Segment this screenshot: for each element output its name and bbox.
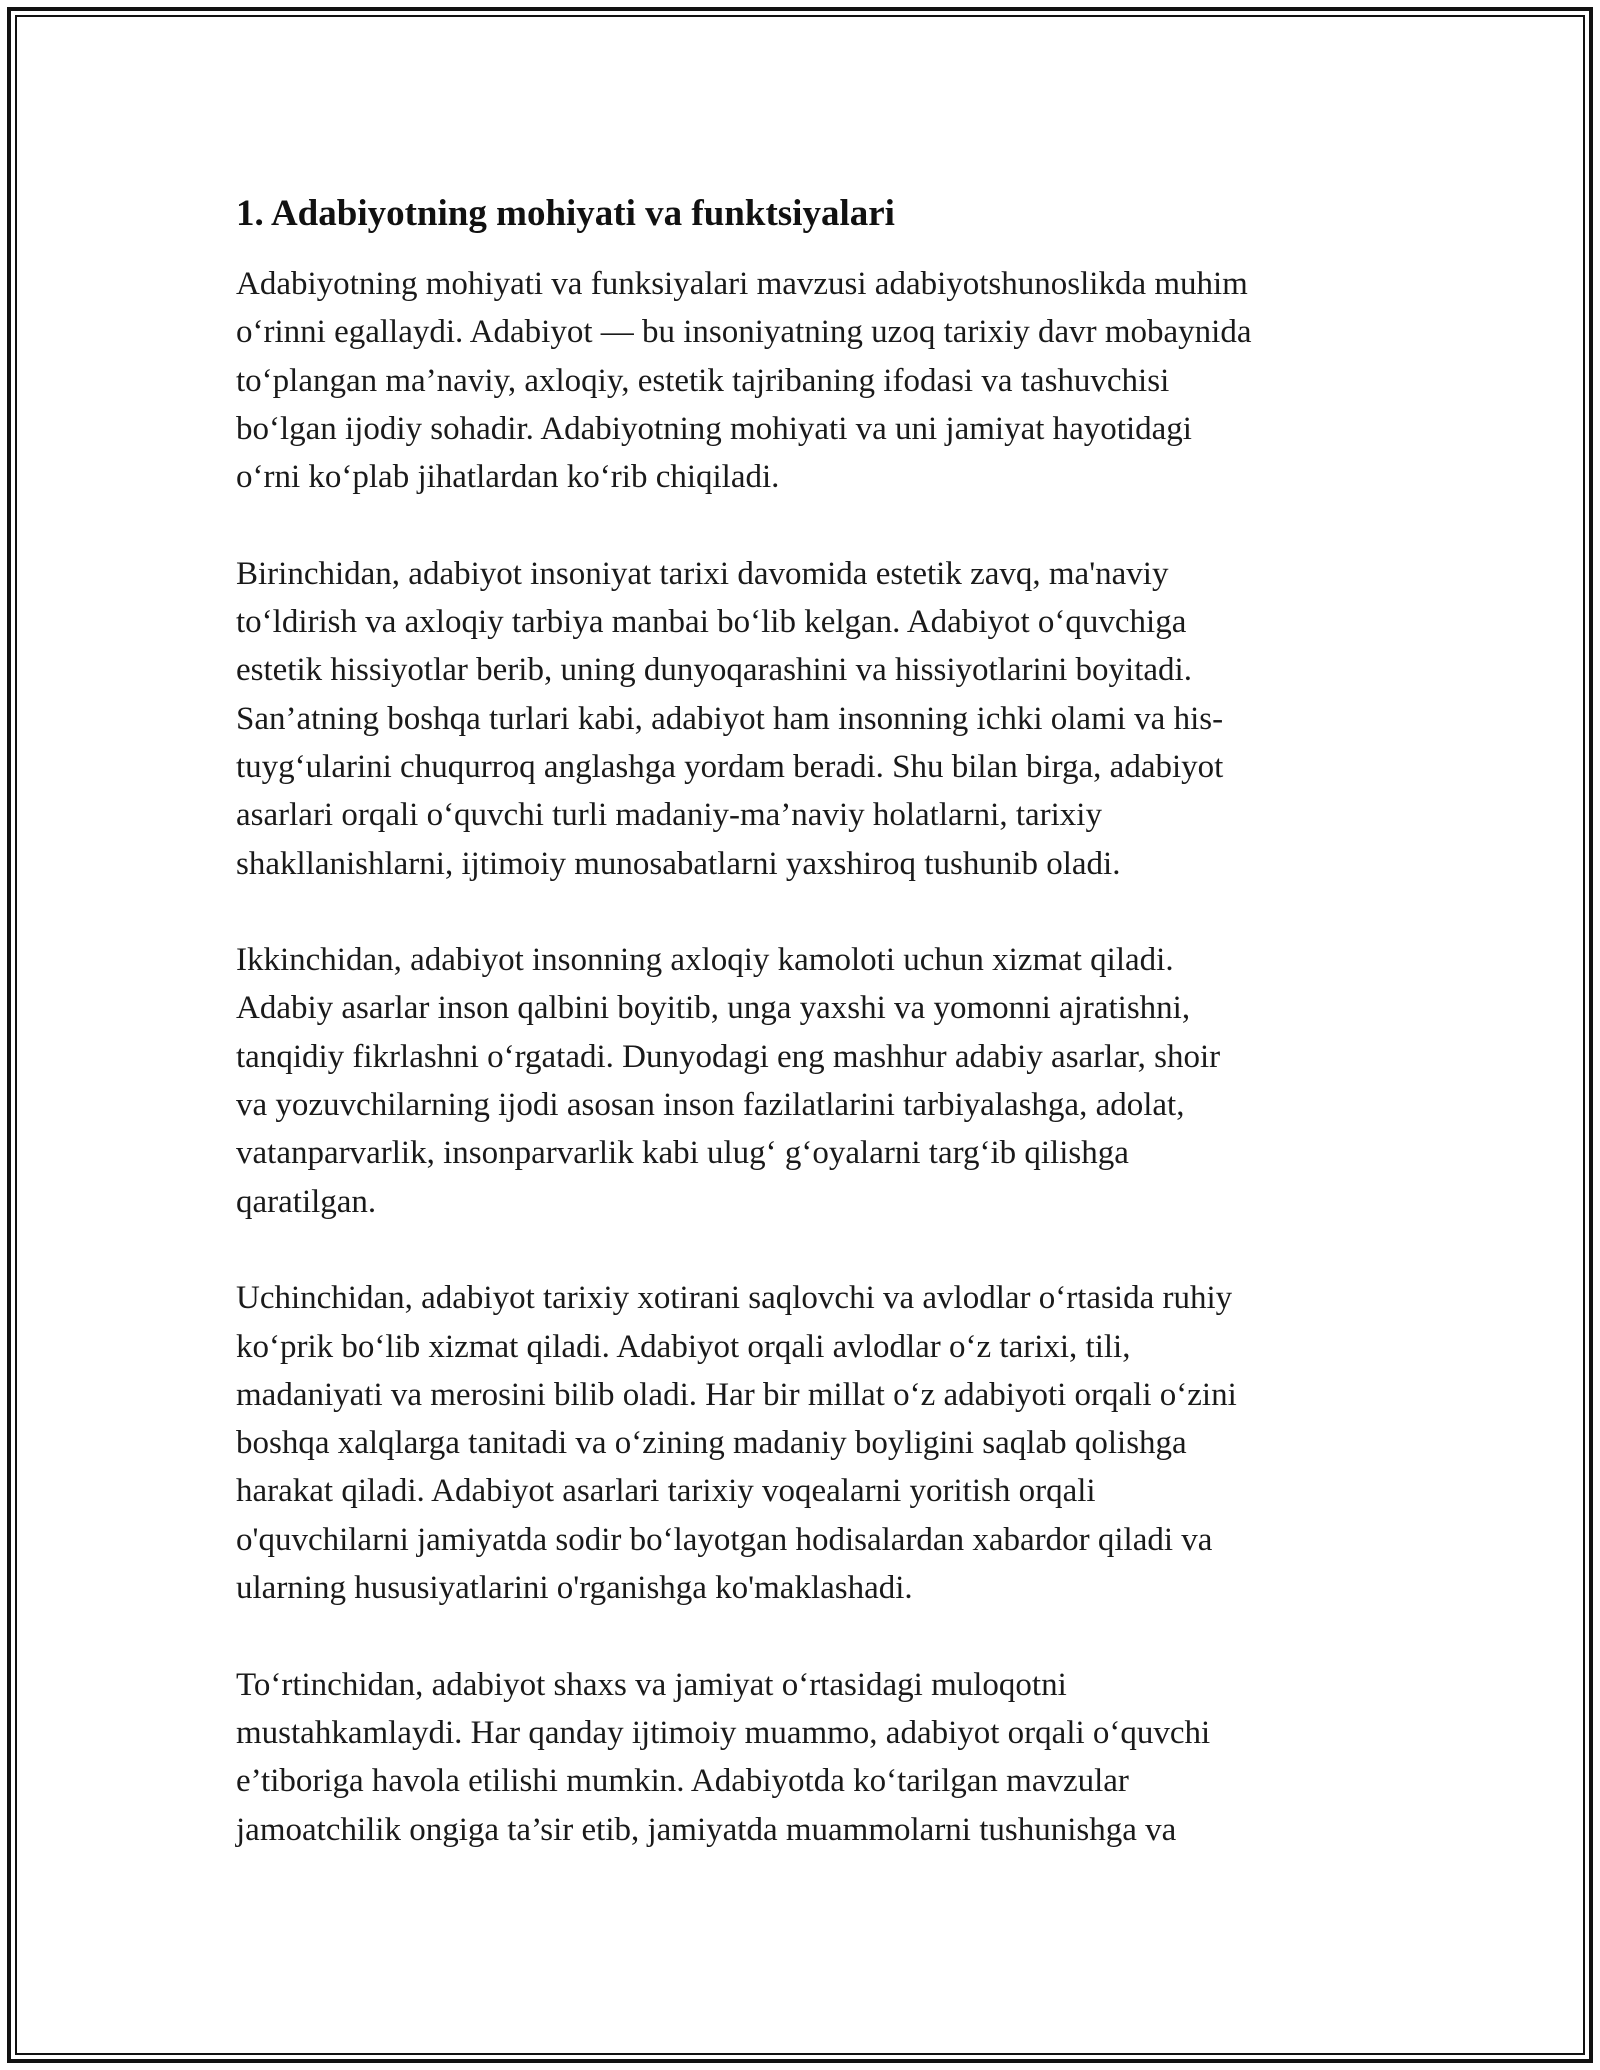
paragraph-line: vatanparvarlik, insonparvarlik kabi ulug‘ g‘oyalarni targ‘ib qilishga [236,1135,1129,1172]
paragraph-line: ularning hususiyatlarini o'rganishga ko'maklashadi. [236,1570,913,1607]
paragraph-line: Ikkinchidan, adabiyot insonning axloqiy kamoloti uchun xizmat qiladi. [236,942,1174,979]
paragraph-line: estetik hissiyotlar berib, uning dunyoqarashini va hissiyotlarini boyitadi. [236,652,1192,689]
paragraph-line: tuyg‘ularini chuqurroq anglashga yordam beradi. Shu bilan birga, adabiyot [236,748,1224,785]
document-body [236,180,1396,1902]
paragraph-line: shakllanishlarni, ijtimoiy munosabatlarni yaxshiroq tushunib oladi. [236,845,1121,882]
paragraph-line: tanqidiy fikrlashni o‘rgatadi. Dunyodagi eng mashhur adabiy asarlar, shoir [236,1038,1221,1075]
paragraph [236,550,1396,888]
paragraph-line: va yozuvchilarning ijodi asosan inson fazilatlarini tarbiyalashga, adolat, [236,1087,1185,1124]
paragraph-line: jamoatchilik ongiga ta’sir etib, jamiyatda muammolarni tushunishga va [236,1811,1177,1848]
paragraph-line: Adabiyotning mohiyati va funksiyalari mavzusi adabiyotshunoslikda muhim [236,266,1248,302]
paragraph [236,1274,1396,1612]
paragraph-line: Birinchidan, adabiyot insoniyat tarixi davomida estetik zavq, ma'naviy [236,555,1169,592]
section-heading: 1. Adabiyotning mohiyati va funktsiyalari [236,193,895,234]
paragraph-line: mustahkamlaydi. Har qanday ijtimoiy muammo, adabiyot orqali o‘quvchi [236,1714,1211,1751]
paragraph-line: to‘ldirish va axloqiy tarbiya manbai bo‘lib kelgan. Adabiyot o‘quvchiga [236,604,1187,641]
paragraph [236,1661,1396,1854]
paragraph-line: bo‘lgan ijodiy sohadir. Adabiyotning mohiyati va uni jamiyat hayotidagi [236,410,1192,447]
paragraph [236,260,1396,501]
paragraph-line: boshqa xalqlarga tanitadi va o‘zining madaniy boyligini saqlab qolishga [236,1425,1187,1462]
paragraph-line: o‘rinni egallaydi. Adabiyot — bu insoniyatning uzoq tarixiy davr mobaynida [236,314,1252,351]
paragraph-line: madaniyati va merosini bilib oladi. Har bir millat o‘z adabiyoti orqali o‘zini [236,1376,1237,1413]
paragraph-line: To‘rtinchidan, adabiyot shaxs va jamiyat o‘rtasidagi muloqotni [236,1666,1067,1703]
paragraph-line: o'quvchilarni jamiyatda sodir bo‘layotgan hodisalardan xabardor qiladi va [236,1521,1213,1558]
paragraph-line: asarlari orqali o‘quvchi turli madaniy-ma’naviy holatlarni, tarixiy [236,797,1102,834]
paragraph [236,936,1396,1226]
paragraph-line: ko‘prik bo‘lib xizmat qiladi. Adabiyot orqali avlodlar o‘z tarixi, tili, [236,1328,1131,1365]
paragraph-line: Uchinchidan, adabiyot tarixiy xotirani saqlovchi va avlodlar o‘rtasida ruhiy [236,1280,1233,1317]
paragraph-line: qaratilgan. [236,1183,377,1220]
paragraph-list [236,260,1396,1854]
paragraph-line: San’atning boshqa turlari kabi, adabiyot ham insonning ichki olami va his- [236,700,1224,737]
paragraph-line: e’tiboriga havola etilishi mumkin. Adabiyotda ko‘tarilgan mavzular [236,1763,1129,1800]
paragraph-line: harakat qiladi. Adabiyot asarlari tarixiy voqealarni yoritish orqali [236,1473,1096,1510]
paragraph-line: to‘plangan ma’naviy, axloqiy, estetik tajribaning ifodasi va tashuvchisi [236,362,1170,399]
paragraph-line: o‘rni ko‘plab jihatlardan ko‘rib chiqiladi. [236,459,780,496]
paragraph-line: Adabiy asarlar inson qalbini boyitib, unga yaxshi va yomonni ajratishni, [236,990,1191,1027]
